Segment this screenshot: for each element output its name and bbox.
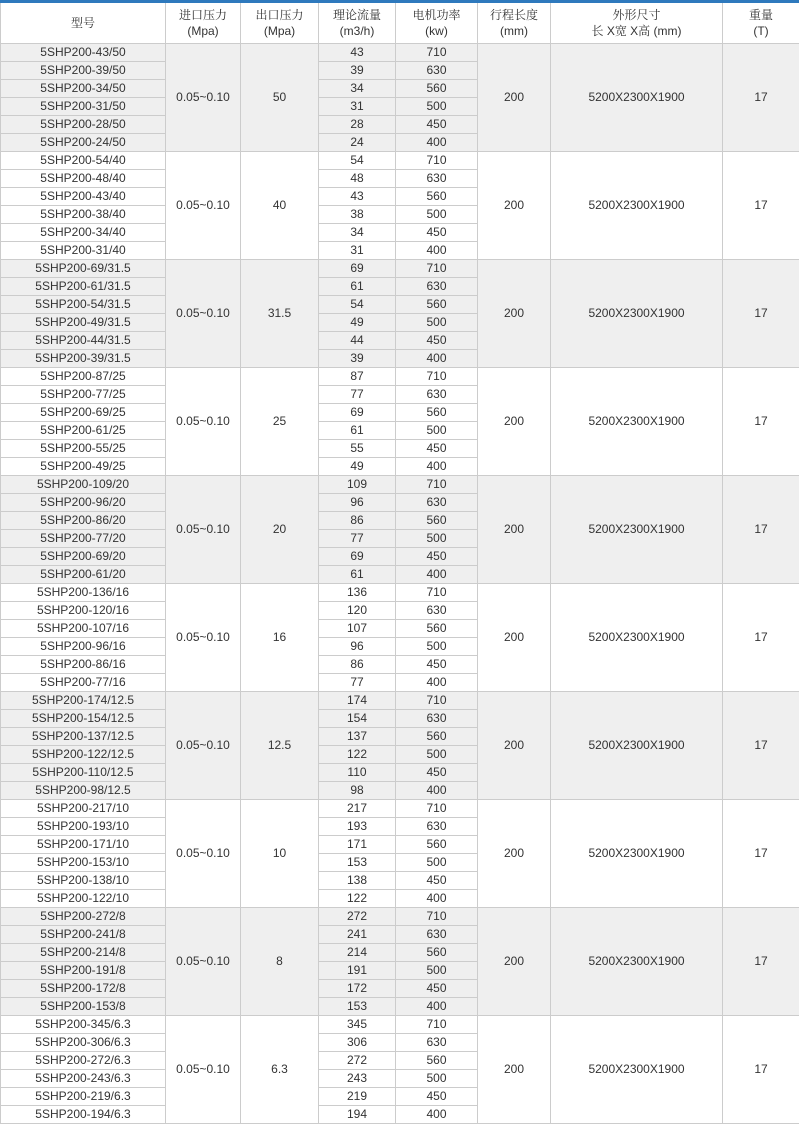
power-cell: 710 xyxy=(396,368,478,386)
flow-cell: 43 xyxy=(319,188,396,206)
header-flow-label: 理论流量 xyxy=(332,8,381,22)
header-stroke-length xyxy=(478,2,551,44)
model-cell: 5SHP200-86/16 xyxy=(1,656,166,674)
stroke-length-cell: 200 xyxy=(478,692,551,800)
model-cell: 5SHP200-49/31.5 xyxy=(1,314,166,332)
header-power xyxy=(396,2,478,44)
dimensions-cell: 5200X2300X1900 xyxy=(551,1016,723,1124)
header-weight-unit: (T) xyxy=(753,24,769,38)
table-row xyxy=(1,584,799,602)
model-cell: 5SHP200-194/6.3 xyxy=(1,1106,166,1124)
power-cell: 500 xyxy=(396,854,478,872)
flow-cell: 194 xyxy=(319,1106,396,1124)
power-cell: 630 xyxy=(396,62,478,80)
power-cell: 500 xyxy=(396,530,478,548)
power-cell: 400 xyxy=(396,782,478,800)
flow-cell: 120 xyxy=(319,602,396,620)
flow-cell: 241 xyxy=(319,926,396,944)
weight-cell: 17 xyxy=(723,152,799,260)
inlet-pressure-cell: 0.05~0.10 xyxy=(166,152,241,260)
inlet-pressure-cell: 0.05~0.10 xyxy=(166,584,241,692)
model-cell: 5SHP200-136/16 xyxy=(1,584,166,602)
power-cell: 560 xyxy=(396,728,478,746)
power-cell: 560 xyxy=(396,404,478,422)
flow-cell: 54 xyxy=(319,152,396,170)
flow-cell: 44 xyxy=(319,332,396,350)
model-cell: 5SHP200-61/31.5 xyxy=(1,278,166,296)
power-cell: 450 xyxy=(396,224,478,242)
stroke-length-cell: 200 xyxy=(478,1016,551,1124)
model-cell: 5SHP200-122/10 xyxy=(1,890,166,908)
model-cell: 5SHP200-109/20 xyxy=(1,476,166,494)
flow-cell: 243 xyxy=(319,1070,396,1088)
model-cell: 5SHP200-243/6.3 xyxy=(1,1070,166,1088)
flow-cell: 96 xyxy=(319,494,396,512)
power-cell: 400 xyxy=(396,566,478,584)
model-cell: 5SHP200-87/25 xyxy=(1,368,166,386)
power-cell: 630 xyxy=(396,818,478,836)
model-cell: 5SHP200-120/16 xyxy=(1,602,166,620)
model-cell: 5SHP200-34/40 xyxy=(1,224,166,242)
model-cell: 5SHP200-217/10 xyxy=(1,800,166,818)
model-cell: 5SHP200-43/50 xyxy=(1,44,166,62)
table-row xyxy=(1,1016,799,1034)
power-cell: 450 xyxy=(396,1088,478,1106)
model-cell: 5SHP200-122/12.5 xyxy=(1,746,166,764)
power-cell: 710 xyxy=(396,476,478,494)
outlet-pressure-cell: 31.5 xyxy=(241,260,319,368)
flow-cell: 39 xyxy=(319,350,396,368)
header-weight xyxy=(723,2,799,44)
table-row xyxy=(1,368,799,386)
flow-cell: 77 xyxy=(319,674,396,692)
flow-cell: 217 xyxy=(319,800,396,818)
power-cell: 400 xyxy=(396,998,478,1016)
stroke-length-cell: 200 xyxy=(478,800,551,908)
power-cell: 400 xyxy=(396,1106,478,1124)
model-cell: 5SHP200-306/6.3 xyxy=(1,1034,166,1052)
power-cell: 450 xyxy=(396,764,478,782)
flow-cell: 98 xyxy=(319,782,396,800)
table-row xyxy=(1,692,799,710)
spec-table-body xyxy=(1,44,799,1124)
model-cell: 5SHP200-77/25 xyxy=(1,386,166,404)
flow-cell: 34 xyxy=(319,224,396,242)
flow-cell: 306 xyxy=(319,1034,396,1052)
model-cell: 5SHP200-193/10 xyxy=(1,818,166,836)
weight-cell: 17 xyxy=(723,692,799,800)
flow-cell: 193 xyxy=(319,818,396,836)
power-cell: 400 xyxy=(396,890,478,908)
model-cell: 5SHP200-272/6.3 xyxy=(1,1052,166,1070)
flow-cell: 172 xyxy=(319,980,396,998)
power-cell: 400 xyxy=(396,242,478,260)
power-cell: 500 xyxy=(396,422,478,440)
power-cell: 710 xyxy=(396,260,478,278)
power-cell: 500 xyxy=(396,638,478,656)
inlet-pressure-cell: 0.05~0.10 xyxy=(166,368,241,476)
power-cell: 560 xyxy=(396,296,478,314)
model-cell: 5SHP200-171/10 xyxy=(1,836,166,854)
model-cell: 5SHP200-61/25 xyxy=(1,422,166,440)
table-row xyxy=(1,908,799,926)
flow-cell: 154 xyxy=(319,710,396,728)
flow-cell: 107 xyxy=(319,620,396,638)
model-cell: 5SHP200-241/8 xyxy=(1,926,166,944)
flow-cell: 61 xyxy=(319,566,396,584)
power-cell: 710 xyxy=(396,44,478,62)
power-cell: 450 xyxy=(396,116,478,134)
inlet-pressure-cell: 0.05~0.10 xyxy=(166,44,241,152)
power-cell: 500 xyxy=(396,314,478,332)
power-cell: 630 xyxy=(396,386,478,404)
power-cell: 450 xyxy=(396,332,478,350)
power-cell: 630 xyxy=(396,1034,478,1052)
dimensions-cell: 5200X2300X1900 xyxy=(551,44,723,152)
power-cell: 630 xyxy=(396,170,478,188)
outlet-pressure-cell: 20 xyxy=(241,476,319,584)
table-row xyxy=(1,260,799,278)
flow-cell: 219 xyxy=(319,1088,396,1106)
header-model-label: 型号 xyxy=(70,16,95,30)
power-cell: 400 xyxy=(396,350,478,368)
power-cell: 500 xyxy=(396,746,478,764)
model-cell: 5SHP200-28/50 xyxy=(1,116,166,134)
model-cell: 5SHP200-153/8 xyxy=(1,998,166,1016)
model-cell: 5SHP200-272/8 xyxy=(1,908,166,926)
flow-cell: 43 xyxy=(319,44,396,62)
flow-cell: 38 xyxy=(319,206,396,224)
dimensions-cell: 5200X2300X1900 xyxy=(551,152,723,260)
model-cell: 5SHP200-48/40 xyxy=(1,170,166,188)
outlet-pressure-cell: 8 xyxy=(241,908,319,1016)
dimensions-cell: 5200X2300X1900 xyxy=(551,368,723,476)
power-cell: 500 xyxy=(396,206,478,224)
model-cell: 5SHP200-69/20 xyxy=(1,548,166,566)
model-cell: 5SHP200-77/20 xyxy=(1,530,166,548)
model-cell: 5SHP200-153/10 xyxy=(1,854,166,872)
header-inlet-pressure xyxy=(166,2,241,44)
flow-cell: 86 xyxy=(319,656,396,674)
weight-cell: 17 xyxy=(723,476,799,584)
power-cell: 560 xyxy=(396,188,478,206)
stroke-length-cell: 200 xyxy=(478,908,551,1016)
flow-cell: 61 xyxy=(319,278,396,296)
power-cell: 450 xyxy=(396,980,478,998)
weight-cell: 17 xyxy=(723,584,799,692)
flow-cell: 86 xyxy=(319,512,396,530)
flow-cell: 214 xyxy=(319,944,396,962)
flow-cell: 77 xyxy=(319,530,396,548)
header-outlet-pressure-unit: (Mpa) xyxy=(263,24,296,38)
inlet-pressure-cell: 0.05~0.10 xyxy=(166,800,241,908)
model-cell: 5SHP200-110/12.5 xyxy=(1,764,166,782)
model-cell: 5SHP200-96/16 xyxy=(1,638,166,656)
model-cell: 5SHP200-107/16 xyxy=(1,620,166,638)
model-cell: 5SHP200-44/31.5 xyxy=(1,332,166,350)
model-cell: 5SHP200-31/40 xyxy=(1,242,166,260)
weight-cell: 17 xyxy=(723,800,799,908)
flow-cell: 28 xyxy=(319,116,396,134)
header-flow xyxy=(319,2,396,44)
dimensions-cell: 5200X2300X1900 xyxy=(551,908,723,1016)
header-model xyxy=(1,2,166,44)
header-row xyxy=(1,2,799,44)
weight-cell: 17 xyxy=(723,368,799,476)
model-cell: 5SHP200-138/10 xyxy=(1,872,166,890)
header-dimensions-label: 外形尺寸 xyxy=(612,8,661,22)
flow-cell: 174 xyxy=(319,692,396,710)
outlet-pressure-cell: 6.3 xyxy=(241,1016,319,1124)
power-cell: 560 xyxy=(396,944,478,962)
model-cell: 5SHP200-34/50 xyxy=(1,80,166,98)
power-cell: 400 xyxy=(396,458,478,476)
model-cell: 5SHP200-98/12.5 xyxy=(1,782,166,800)
power-cell: 710 xyxy=(396,800,478,818)
power-cell: 560 xyxy=(396,1052,478,1070)
model-cell: 5SHP200-43/40 xyxy=(1,188,166,206)
model-cell: 5SHP200-69/31.5 xyxy=(1,260,166,278)
model-cell: 5SHP200-154/12.5 xyxy=(1,710,166,728)
flow-cell: 48 xyxy=(319,170,396,188)
dimensions-cell: 5200X2300X1900 xyxy=(551,584,723,692)
flow-cell: 61 xyxy=(319,422,396,440)
flow-cell: 137 xyxy=(319,728,396,746)
power-cell: 500 xyxy=(396,1070,478,1088)
header-power-unit: (kw) xyxy=(425,24,448,38)
model-cell: 5SHP200-24/50 xyxy=(1,134,166,152)
power-cell: 560 xyxy=(396,512,478,530)
inlet-pressure-cell: 0.05~0.10 xyxy=(166,692,241,800)
model-cell: 5SHP200-137/12.5 xyxy=(1,728,166,746)
power-cell: 630 xyxy=(396,278,478,296)
power-cell: 560 xyxy=(396,836,478,854)
flow-cell: 77 xyxy=(319,386,396,404)
flow-cell: 49 xyxy=(319,458,396,476)
flow-cell: 31 xyxy=(319,242,396,260)
table-row xyxy=(1,44,799,62)
flow-cell: 96 xyxy=(319,638,396,656)
flow-cell: 136 xyxy=(319,584,396,602)
flow-cell: 69 xyxy=(319,404,396,422)
inlet-pressure-cell: 0.05~0.10 xyxy=(166,476,241,584)
power-cell: 630 xyxy=(396,602,478,620)
header-weight-label: 重量 xyxy=(748,8,773,22)
outlet-pressure-cell: 40 xyxy=(241,152,319,260)
flow-cell: 39 xyxy=(319,62,396,80)
flow-cell: 54 xyxy=(319,296,396,314)
model-cell: 5SHP200-345/6.3 xyxy=(1,1016,166,1034)
flow-cell: 69 xyxy=(319,548,396,566)
power-cell: 450 xyxy=(396,440,478,458)
header-dimensions xyxy=(551,2,723,44)
stroke-length-cell: 200 xyxy=(478,368,551,476)
flow-cell: 31 xyxy=(319,98,396,116)
inlet-pressure-cell: 0.05~0.10 xyxy=(166,260,241,368)
model-cell: 5SHP200-38/40 xyxy=(1,206,166,224)
flow-cell: 69 xyxy=(319,260,396,278)
header-inlet-pressure-unit: (Mpa) xyxy=(187,24,219,38)
flow-cell: 138 xyxy=(319,872,396,890)
model-cell: 5SHP200-77/16 xyxy=(1,674,166,692)
inlet-pressure-cell: 0.05~0.10 xyxy=(166,1016,241,1124)
power-cell: 500 xyxy=(396,98,478,116)
model-cell: 5SHP200-174/12.5 xyxy=(1,692,166,710)
model-cell: 5SHP200-96/20 xyxy=(1,494,166,512)
dimensions-cell: 5200X2300X1900 xyxy=(551,800,723,908)
power-cell: 710 xyxy=(396,152,478,170)
model-cell: 5SHP200-61/20 xyxy=(1,566,166,584)
dimensions-cell: 5200X2300X1900 xyxy=(551,692,723,800)
model-cell: 5SHP200-54/40 xyxy=(1,152,166,170)
model-cell: 5SHP200-69/25 xyxy=(1,404,166,422)
power-cell: 450 xyxy=(396,872,478,890)
power-cell: 630 xyxy=(396,494,478,512)
flow-cell: 153 xyxy=(319,854,396,872)
header-power-label: 电机功率 xyxy=(412,8,461,22)
flow-cell: 110 xyxy=(319,764,396,782)
model-cell: 5SHP200-31/50 xyxy=(1,98,166,116)
stroke-length-cell: 200 xyxy=(478,260,551,368)
weight-cell: 17 xyxy=(723,908,799,1016)
flow-cell: 24 xyxy=(319,134,396,152)
stroke-length-cell: 200 xyxy=(478,152,551,260)
flow-cell: 122 xyxy=(319,746,396,764)
header-flow-unit: (m3/h) xyxy=(339,24,375,38)
power-cell: 710 xyxy=(396,1016,478,1034)
flow-cell: 109 xyxy=(319,476,396,494)
flow-cell: 55 xyxy=(319,440,396,458)
table-row xyxy=(1,800,799,818)
stroke-length-cell: 200 xyxy=(478,476,551,584)
weight-cell: 17 xyxy=(723,260,799,368)
header-dimensions-unit: 长 X宽 X高 (mm) xyxy=(591,24,682,38)
model-cell: 5SHP200-39/50 xyxy=(1,62,166,80)
power-cell: 560 xyxy=(396,620,478,638)
model-cell: 5SHP200-49/25 xyxy=(1,458,166,476)
power-cell: 400 xyxy=(396,674,478,692)
model-cell: 5SHP200-191/8 xyxy=(1,962,166,980)
weight-cell: 17 xyxy=(723,1016,799,1124)
outlet-pressure-cell: 12.5 xyxy=(241,692,319,800)
stroke-length-cell: 200 xyxy=(478,584,551,692)
outlet-pressure-cell: 16 xyxy=(241,584,319,692)
outlet-pressure-cell: 10 xyxy=(241,800,319,908)
weight-cell: 17 xyxy=(723,44,799,152)
flow-cell: 272 xyxy=(319,1052,396,1070)
model-cell: 5SHP200-172/8 xyxy=(1,980,166,998)
header-inlet-pressure-label: 进口压力 xyxy=(178,8,227,22)
flow-cell: 34 xyxy=(319,80,396,98)
power-cell: 710 xyxy=(396,584,478,602)
table-row xyxy=(1,152,799,170)
flow-cell: 191 xyxy=(319,962,396,980)
power-cell: 500 xyxy=(396,962,478,980)
power-cell: 560 xyxy=(396,80,478,98)
outlet-pressure-cell: 50 xyxy=(241,44,319,152)
power-cell: 710 xyxy=(396,692,478,710)
power-cell: 450 xyxy=(396,548,478,566)
dimensions-cell: 5200X2300X1900 xyxy=(551,476,723,584)
flow-cell: 87 xyxy=(319,368,396,386)
model-cell: 5SHP200-214/8 xyxy=(1,944,166,962)
header-stroke-length-unit: (mm) xyxy=(500,24,528,38)
flow-cell: 171 xyxy=(319,836,396,854)
power-cell: 630 xyxy=(396,926,478,944)
outlet-pressure-cell: 25 xyxy=(241,368,319,476)
model-cell: 5SHP200-55/25 xyxy=(1,440,166,458)
dimensions-cell: 5200X2300X1900 xyxy=(551,260,723,368)
power-cell: 400 xyxy=(396,134,478,152)
model-cell: 5SHP200-39/31.5 xyxy=(1,350,166,368)
header-outlet-pressure xyxy=(241,2,319,44)
power-cell: 630 xyxy=(396,710,478,728)
inlet-pressure-cell: 0.05~0.10 xyxy=(166,908,241,1016)
model-cell: 5SHP200-86/20 xyxy=(1,512,166,530)
model-cell: 5SHP200-54/31.5 xyxy=(1,296,166,314)
power-cell: 450 xyxy=(396,656,478,674)
stroke-length-cell: 200 xyxy=(478,44,551,152)
flow-cell: 345 xyxy=(319,1016,396,1034)
table-row xyxy=(1,476,799,494)
flow-cell: 153 xyxy=(319,998,396,1016)
flow-cell: 122 xyxy=(319,890,396,908)
header-outlet-pressure-label: 出口压力 xyxy=(255,8,304,22)
power-cell: 710 xyxy=(396,908,478,926)
flow-cell: 49 xyxy=(319,314,396,332)
header-stroke-length-label: 行程长度 xyxy=(489,8,538,22)
flow-cell: 272 xyxy=(319,908,396,926)
model-cell: 5SHP200-219/6.3 xyxy=(1,1088,166,1106)
